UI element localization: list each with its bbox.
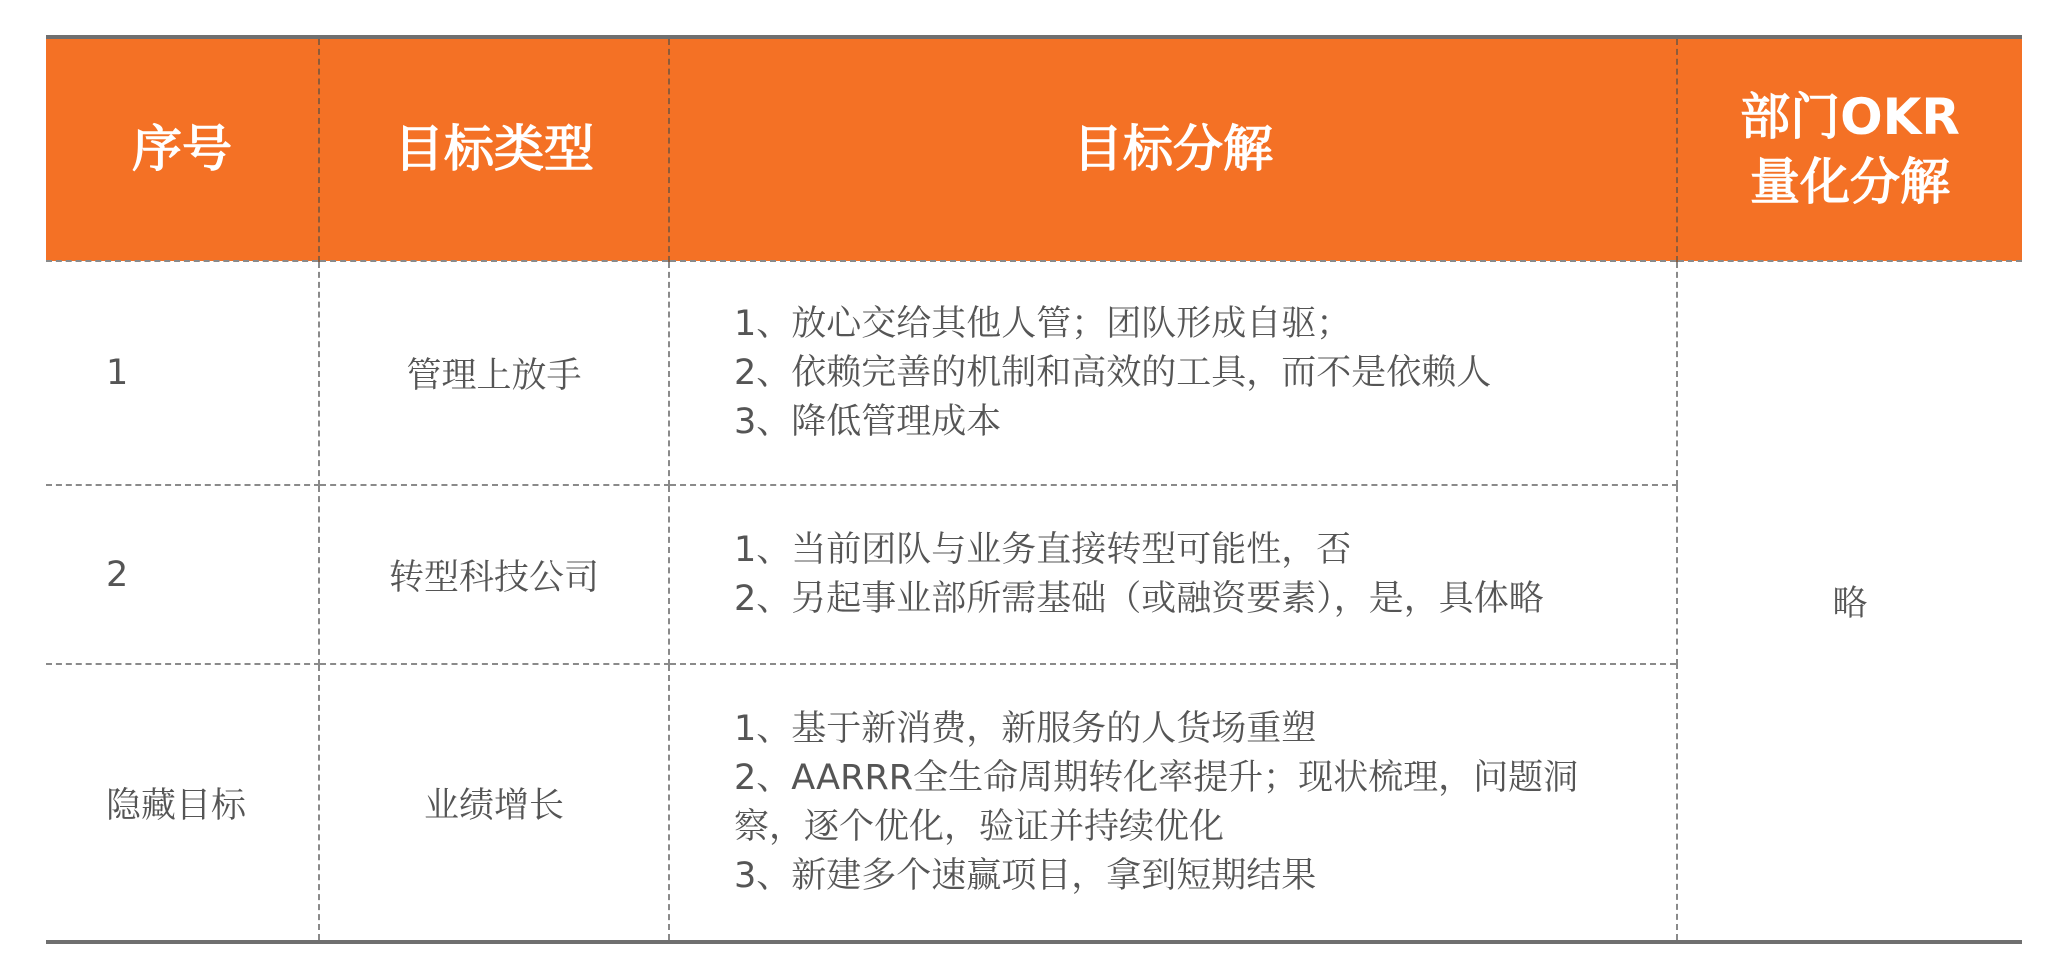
goal-type-text: 转型科技公司 (388, 557, 599, 598)
breakdown-line: 3、降低管理成本 (734, 401, 1002, 442)
header-goal-breakdown (669, 37, 1677, 261)
table-row (46, 261, 2022, 485)
table-body (46, 261, 2022, 942)
breakdown-line: 1、放心交给其他人管；团队形成自驱； (734, 303, 1352, 344)
breakdown-line: 2、依赖完善的机制和高效的工具，而不是依赖人 (734, 352, 1492, 393)
serial-number-text: 1 (106, 353, 129, 393)
goal-type-text: 业绩增长 (423, 785, 564, 826)
goal-type-text: 管理上放手 (406, 356, 582, 396)
serial-number-text: 隐藏目标 (106, 785, 247, 826)
breakdown-line: 1、当前团队与业务直接转型可能性，否 (734, 529, 1352, 570)
breakdown-line: 1、基于新消费，新服务的人货场重塑 (734, 708, 1317, 749)
header-serial-number (46, 37, 319, 261)
header-okr-line1: 部门OKR (1740, 87, 1960, 146)
okr-breakdown-table (46, 35, 2022, 944)
cell-goal-type (319, 664, 669, 942)
cell-goal-breakdown (669, 261, 1677, 485)
okr-quantified-text: 略 (1832, 584, 1868, 624)
cell-goal-type (319, 261, 669, 485)
table-header (46, 37, 2022, 261)
cell-serial-number (46, 485, 319, 664)
cell-okr-quantified (1677, 261, 2022, 942)
header-okr-line2: 量化分解 (1750, 152, 1950, 211)
cell-goal-breakdown (669, 664, 1677, 942)
header-okr-quantified (1677, 37, 2022, 261)
cell-goal-breakdown (669, 485, 1677, 664)
cell-goal-type (319, 485, 669, 664)
header-serial-number-label: 序号 (132, 120, 232, 178)
header-goal-type (319, 37, 669, 261)
header-row (46, 37, 2022, 261)
cell-serial-number (46, 664, 319, 942)
header-goal-breakdown-label: 目标分解 (1073, 120, 1273, 178)
cell-serial-number (46, 261, 319, 485)
breakdown-line: 3、新建多个速赢项目，拿到短期结果 (734, 855, 1317, 896)
breakdown-line: 2、另起事业部所需基础（或融资要素），是，具体略 (734, 578, 1544, 619)
breakdown-line: 2、AARRR全生命周期转化率提升；现状梳理，问题洞察，逐个优化，验证并持续优化 (734, 757, 1579, 847)
serial-number-text: 2 (106, 554, 129, 595)
header-goal-type-label: 目标类型 (394, 120, 594, 178)
